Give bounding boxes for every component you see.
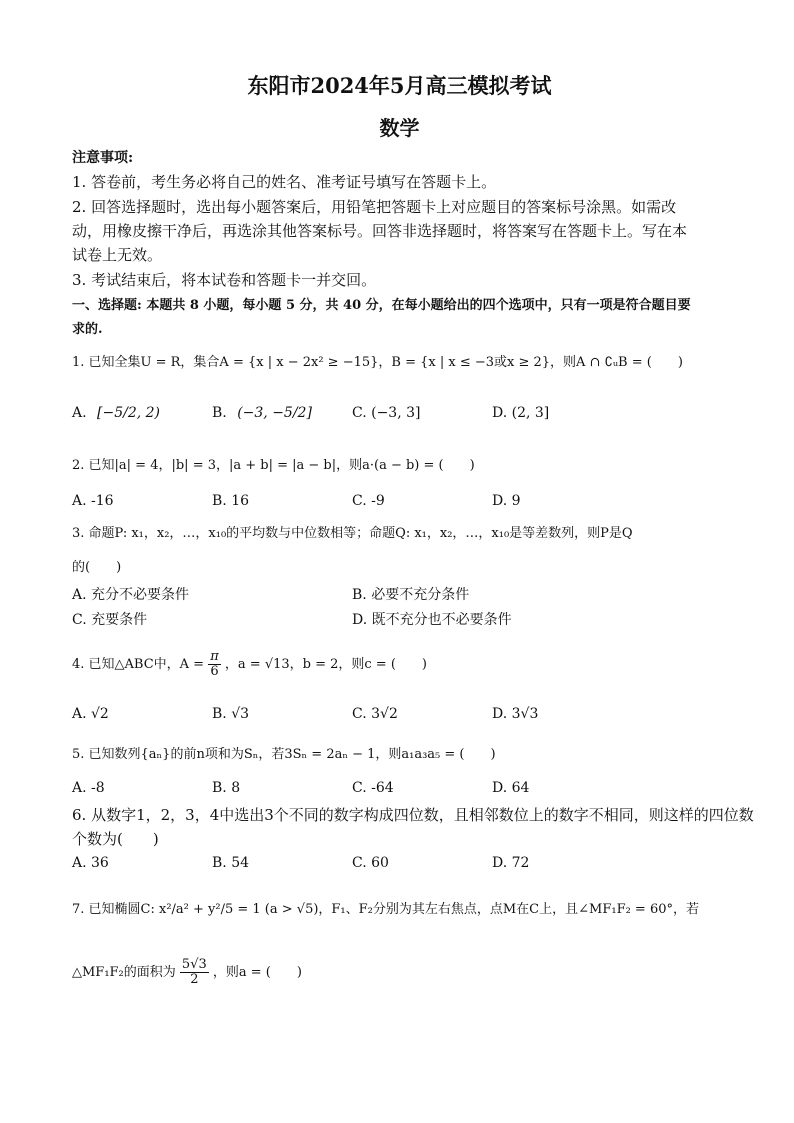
q2-option-d: D. 9: [492, 493, 521, 509]
q1-stem: 1. 已知全集U = R，集合A = {x | x − 2x² ≥ −15}，B = {x | x ≤ −3或x ≥ 2}，则A ∩ ∁ᵤB = ( ): [72, 355, 683, 370]
q7-stem-prefix: △MF₁F₂的面积为: [72, 965, 176, 980]
q2-stem: 2. 已知|a| = 4，|b| = 3，|a + b| = |a − b|，则a·(a − b) = ( ): [72, 458, 475, 473]
q4-fraction-numerator: π: [210, 649, 219, 664]
q1-option-b: [212, 405, 312, 421]
exam-title: 东阳市2024年5月高三模拟考试: [247, 73, 552, 98]
q5-option-a: A. -8: [72, 780, 105, 796]
q5-stem: 5. 已知数列{aₙ}的前n项和为Sₙ，若3Sₙ = 2aₙ − 1，则a₁a₃a₅ = ( ): [72, 747, 496, 762]
q4-option-b: B. √3: [212, 706, 250, 722]
q1-option-b-label: B.: [212, 405, 227, 421]
section-heading-line2: 求的.: [72, 322, 103, 337]
q7-stem-line2: [72, 958, 302, 987]
q5-option-b: B. 8: [212, 780, 241, 796]
q7-stem-suffix: ，则a = ( ): [212, 965, 302, 980]
q2-option-b: B. 16: [212, 493, 250, 509]
q4-stem: [72, 650, 427, 679]
q2-option-c: C. -9: [352, 493, 385, 509]
note-2b: 动，用橡皮擦干净后，再选涂其他答案标号。回答非选择题时，将答案写在答题卡上。写在本: [72, 222, 688, 240]
q1-option-a-text: [−5/2, 2): [97, 405, 161, 421]
note-3: 3. 考试结束后，将本试卷和答题卡一并交回。: [72, 271, 377, 289]
note-2a: 2. 回答选择题时，选出每小题答案后，用铅笔把答题卡上对应题目的答案标号涂黑。如需改: [72, 198, 677, 216]
q6-stem-line1: 6. 从数字1，2，3，4中选出3个不同的数字构成四位数，且相邻数位上的数字不相同，则这样的四位数: [72, 806, 754, 824]
q3-stem-line2: 的( ): [72, 560, 122, 575]
q6-option-d: D. 72: [492, 855, 530, 871]
q3-option-b: B. 必要不充分条件: [352, 587, 470, 603]
q1-option-b-text: (−3, −5/2]: [237, 405, 312, 421]
q2-option-a: A. -16: [72, 493, 114, 509]
q3-option-d: D. 既不充分也不必要条件: [352, 612, 512, 628]
subject-title: 数学: [379, 116, 420, 140]
q4-fraction-denominator: 6: [210, 664, 219, 679]
q6-option-b: B. 54: [212, 855, 250, 871]
q5-option-d: D. 64: [492, 780, 530, 796]
q4-option-d: D. 3√3: [492, 706, 539, 722]
section-heading-line1: 一、选择题: 本题共 8 小题，每小题 5 分，共 40 分，在每小题给出的四个选项中，只有一项是符合题目要: [72, 298, 691, 313]
q6-option-c: C. 60: [352, 855, 389, 871]
q3-option-c: C. 充要条件: [72, 612, 148, 628]
q1-option-a-label: A.: [72, 405, 87, 421]
q5-option-c: C. -64: [352, 780, 394, 796]
note-1: 1. 答卷前，考生务必将自己的姓名、准考证号填写在答题卡上。: [72, 173, 497, 191]
q1-option-c: C. (−3, 3]: [352, 405, 421, 421]
q4-angle-fraction: [208, 650, 221, 679]
q4-stem-prefix: 4. 已知△ABC中，A =: [72, 657, 205, 672]
q1-option-d: D. (2, 3]: [492, 405, 550, 421]
q3-option-a: A. 充分不必要条件: [72, 587, 190, 603]
q7-fraction-denominator: 2: [190, 972, 199, 987]
q4-option-c: C. 3√2: [352, 706, 398, 722]
q6-stem-line2: 个数为( ): [72, 830, 159, 848]
q4-option-a: A. √2: [72, 706, 109, 722]
q6-option-a: A. 36: [72, 855, 109, 871]
q7-area-fraction: [180, 958, 209, 987]
q3-stem-line1: 3. 命题P: x₁，x₂，…，x₁₀的平均数与中位数相等；命题Q: x₁，x₂，…，x₁₀是等差数列，则P是Q: [72, 526, 633, 541]
q1-option-a: [72, 405, 160, 421]
q7-stem-line1: 7. 已知椭圆C: x²/a² + y²/5 = 1 (a > √5)，F₁、F₂分别为其左右焦点，点M在C上，且∠MF₁F₂ = 60°，若: [72, 902, 699, 917]
note-2c: 试卷上无效。: [72, 246, 163, 264]
q7-fraction-numerator: 5√3: [181, 957, 207, 972]
q4-stem-suffix: ，a = √13，b = 2，则c = ( ): [224, 657, 427, 672]
notes-heading: 注意事项:: [72, 150, 134, 166]
